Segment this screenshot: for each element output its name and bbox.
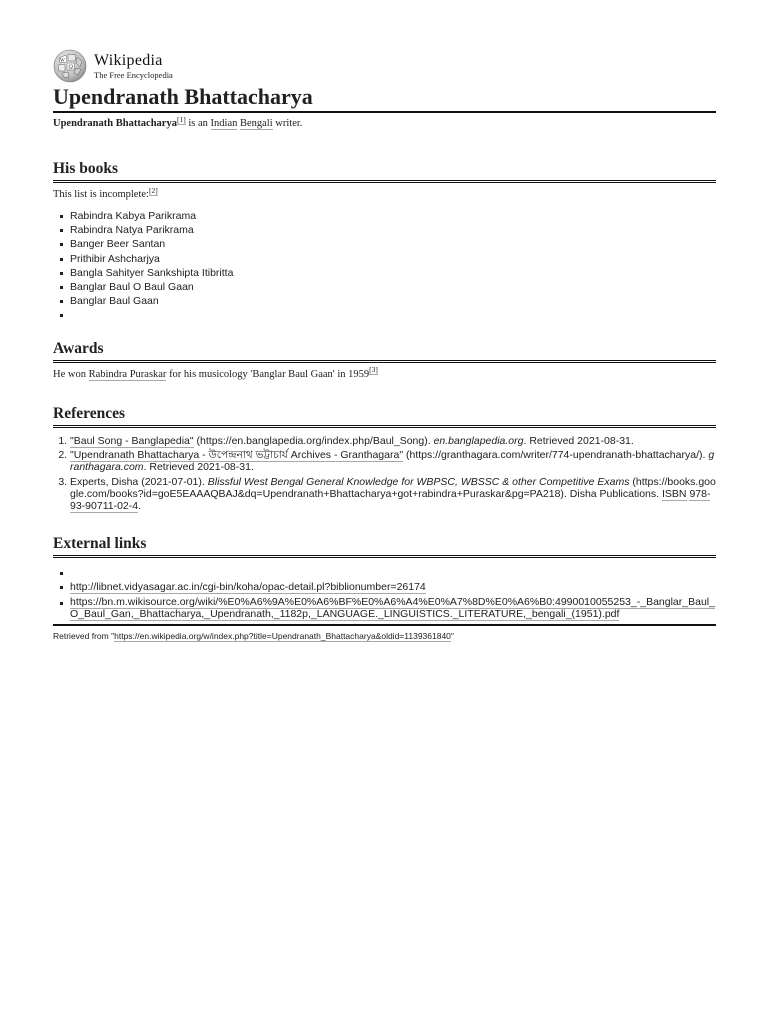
external-links-list: [53, 566, 716, 620]
reference-site: en.banglapedia.org: [433, 434, 524, 447]
ref-link-3[interactable]: [3]: [369, 365, 378, 375]
external-link-libnet[interactable]: http://libnet.vidyasagar.ac.in/cgi-bin/koha/opac-detail.pl?biblionumber=26174: [70, 580, 426, 593]
link-rabindra-puraskar[interactable]: Rabindra Puraskar: [88, 368, 167, 380]
list-item-empty: [70, 308, 716, 322]
list-item: [70, 580, 716, 594]
retrieved-url-link[interactable]: https://en.wikipedia.org/w/index.php?title=Upendranath_Bhattacharya&oldid=1139361840: [114, 630, 451, 641]
list-item-empty: [70, 566, 716, 580]
section-books: [53, 159, 716, 323]
reference-site: granthagara.com: [70, 449, 715, 474]
ref-link-2[interactable]: [2]: [148, 185, 158, 195]
link-indian[interactable]: Indian: [210, 118, 238, 129]
isbn-number-link[interactable]: 978-93-90711-02-4: [70, 487, 711, 512]
retrieved-prefix: Retrieved from ": [53, 630, 115, 641]
reference-item: [70, 449, 716, 473]
list-item: Prithibir Ashcharjya: [70, 252, 716, 266]
awards-text: He won: [53, 368, 89, 380]
lead-paragraph: [53, 114, 716, 129]
lead-subject: Upendranath Bhattacharya: [53, 118, 177, 129]
link-bengali[interactable]: Bengali: [239, 118, 273, 129]
list-item: Rabindra Natya Parikrama: [70, 223, 716, 237]
list-item: [70, 596, 716, 620]
ref-link-1[interactable]: [1]: [176, 114, 186, 124]
lead-text-end: writer.: [272, 118, 303, 129]
footer-divider: [53, 624, 716, 626]
external-link-wikisource[interactable]: https://bn.m.wikisource.org/wiki/%E0%A6%9A%E0%A6%BF%E0%A6%A4%E0%A7%8D%E0%A6%B0:4990010055253_-_Banglar_Baul_O_Baul_Gan,_Bhattacharya,_Upendranath,_1182p,_LANGUAGE._LINGUISTICS._LITERATURE,_bengali_(1951).pdf: [70, 595, 715, 620]
svg-text:Ω: Ω: [68, 64, 73, 71]
wordmark-name: Wikipedia: [94, 51, 163, 69]
reference-author: Experts, Disha (2021-07-01).: [70, 475, 208, 488]
books-intro-text: This list is incomplete:: [53, 189, 149, 200]
list-item: Banglar Baul Gaan: [70, 294, 716, 308]
retrieved-from: [53, 631, 716, 641]
awards-paragraph: [53, 365, 716, 380]
section-heading-books: His books: [53, 159, 716, 183]
page-title: Upendranath Bhattacharya: [53, 84, 716, 113]
list-item: Banglar Baul O Baul Gaan: [70, 280, 716, 294]
article-page: [53, 48, 716, 641]
section-references: [53, 404, 716, 512]
list-item: Rabindra Kabya Parikrama: [70, 209, 716, 223]
isbn-link[interactable]: ISBN: [662, 487, 687, 500]
reference-url: (https://books.google.com/books?id=goE5EAAAQBAJ&dq=Upendranath+Bhattacharya+got+rabindra+Puraskar&pg=PA218): [70, 475, 716, 500]
wikipedia-globe-icon: [53, 49, 87, 83]
lead-text: is an: [185, 118, 211, 129]
reference-url: (https://en.banglapedia.org/index.php/Baul_Song).: [193, 434, 434, 447]
books-list: [53, 209, 716, 323]
wikipedia-logo[interactable]: [53, 48, 716, 84]
books-intro: [53, 185, 716, 200]
reference-retrieved: . Retrieved 2021-08-31.: [523, 434, 634, 447]
reference-item: [70, 435, 716, 447]
reference-publisher: . Disha Publications.: [563, 487, 662, 500]
reference-end: .: [138, 499, 142, 512]
reference-book-title[interactable]: Blissful West Bengal General Knowledge for WBPSC, WBSSC & other Competitive Exams: [207, 475, 630, 488]
section-heading-external-links: External links: [53, 534, 716, 558]
awards-text-end: for his musicology 'Banglar Baul Gaan' in 1959: [166, 368, 370, 380]
list-item: Bangla Sahityer Sankshipta Itibritta: [70, 266, 716, 280]
section-heading-references: References: [53, 404, 716, 428]
svg-text:W: W: [60, 58, 65, 64]
reference-title-link[interactable]: "Upendranath Bhattacharya - উপেন্দ্রনাথ ভট্টাচার্য Archives - Granthagara": [70, 449, 404, 462]
references-list: [53, 435, 716, 512]
list-item: Banger Beer Santan: [70, 237, 716, 251]
section-awards: [53, 339, 716, 380]
wordmark-tagline: The Free Encyclopedia: [94, 69, 173, 80]
retrieved-suffix: ": [450, 630, 454, 641]
reference-title-link[interactable]: "Baul Song - Banglapedia": [70, 434, 194, 447]
reference-url: (https://granthagara.com/writer/774-upendranath-bhattacharya/).: [403, 449, 709, 462]
section-heading-awards: Awards: [53, 339, 716, 363]
reference-retrieved: . Retrieved 2021-08-31.: [143, 461, 254, 474]
section-external-links: [53, 534, 716, 620]
reference-item: [70, 476, 716, 512]
